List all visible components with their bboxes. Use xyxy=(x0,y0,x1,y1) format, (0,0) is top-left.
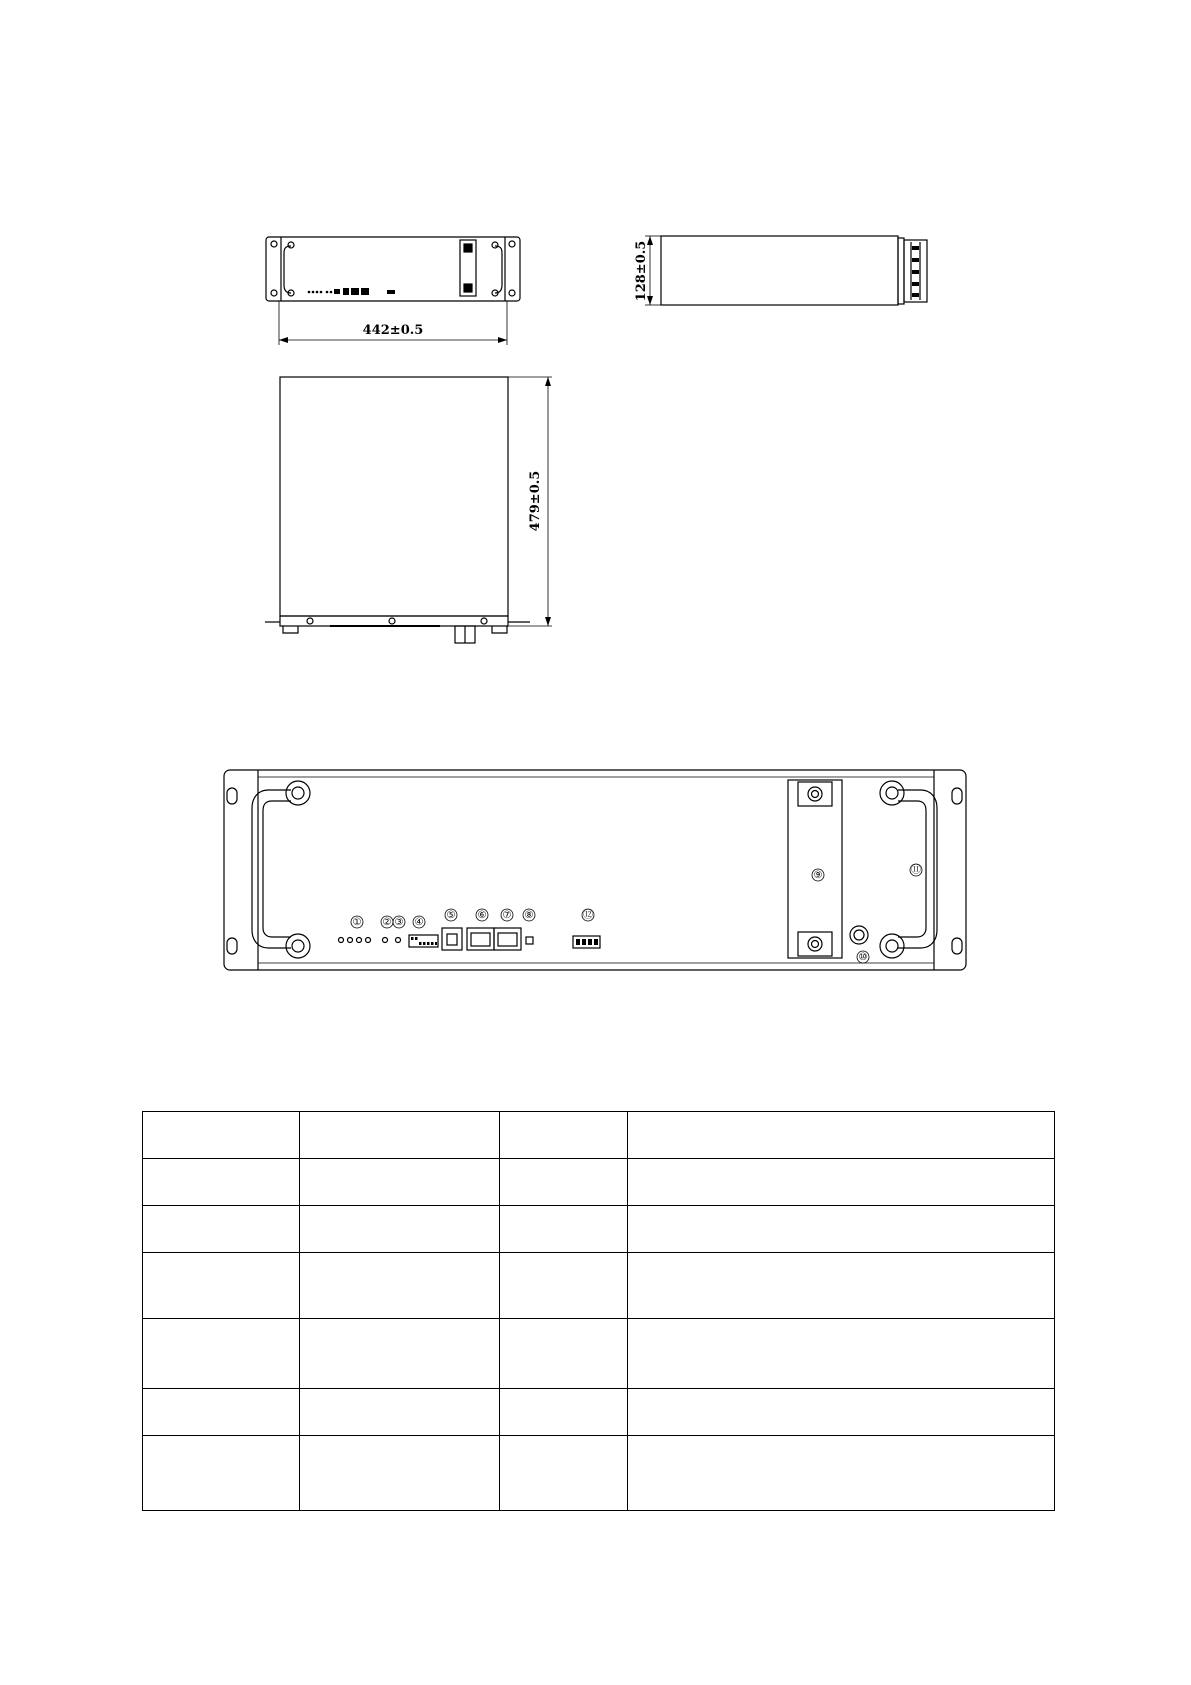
callout-labels xyxy=(353,864,921,963)
table-cell xyxy=(300,1206,500,1253)
spec-table xyxy=(142,1111,1055,1511)
table-cell xyxy=(143,1319,300,1389)
table-cell xyxy=(300,1319,500,1389)
height-dimension: 128±0.5 xyxy=(634,240,649,302)
callout-4: ④ xyxy=(414,917,424,928)
table-row xyxy=(143,1389,1055,1436)
table-row xyxy=(143,1253,1055,1319)
table-cell xyxy=(628,1319,1055,1389)
callout-6: ⑥ xyxy=(477,910,487,921)
table-cell xyxy=(300,1436,500,1511)
table-cell xyxy=(143,1159,300,1206)
table-cell xyxy=(628,1389,1055,1436)
table-cell xyxy=(500,1253,628,1319)
table-cell xyxy=(500,1206,628,1253)
depth-dimension: 479±0.5 xyxy=(528,470,543,532)
callout-7: ⑦ xyxy=(502,910,512,921)
table-cell xyxy=(500,1436,628,1511)
table-cell xyxy=(143,1436,300,1511)
table-cell xyxy=(300,1159,500,1206)
callout-5: ⑤ xyxy=(446,910,456,921)
table-row xyxy=(143,1159,1055,1206)
table-row xyxy=(143,1112,1055,1159)
table-cell xyxy=(628,1253,1055,1319)
table-cell xyxy=(628,1206,1055,1253)
callout-2: ② xyxy=(382,917,392,928)
callout-11: ⑪ xyxy=(911,865,921,876)
callout-8: ⑧ xyxy=(524,910,534,921)
callout-10: ⑩ xyxy=(858,952,868,963)
table-row xyxy=(143,1436,1055,1511)
callout-12: ⑫ xyxy=(583,910,593,921)
table-row xyxy=(143,1206,1055,1253)
table-cell xyxy=(143,1206,300,1253)
callout-1: ① xyxy=(352,917,362,928)
table-cell xyxy=(500,1159,628,1206)
table-cell xyxy=(300,1112,500,1159)
table-cell xyxy=(500,1319,628,1389)
table-cell xyxy=(143,1112,300,1159)
callout-9: ⑨ xyxy=(813,870,823,881)
table-cell xyxy=(628,1159,1055,1206)
side-view xyxy=(645,236,927,305)
table-cell xyxy=(143,1389,300,1436)
table-cell xyxy=(500,1389,628,1436)
table-cell xyxy=(300,1253,500,1319)
callout-3: ③ xyxy=(394,917,404,928)
table-row xyxy=(143,1319,1055,1389)
table-cell xyxy=(628,1436,1055,1511)
callout-markers xyxy=(351,864,922,963)
table-cell xyxy=(300,1389,500,1436)
table-cell xyxy=(500,1112,628,1159)
width-dimension: 442±0.5 xyxy=(362,323,424,338)
front-panel-large xyxy=(224,770,966,970)
top-view xyxy=(265,377,552,643)
table-cell xyxy=(628,1112,1055,1159)
table-cell xyxy=(143,1253,300,1319)
